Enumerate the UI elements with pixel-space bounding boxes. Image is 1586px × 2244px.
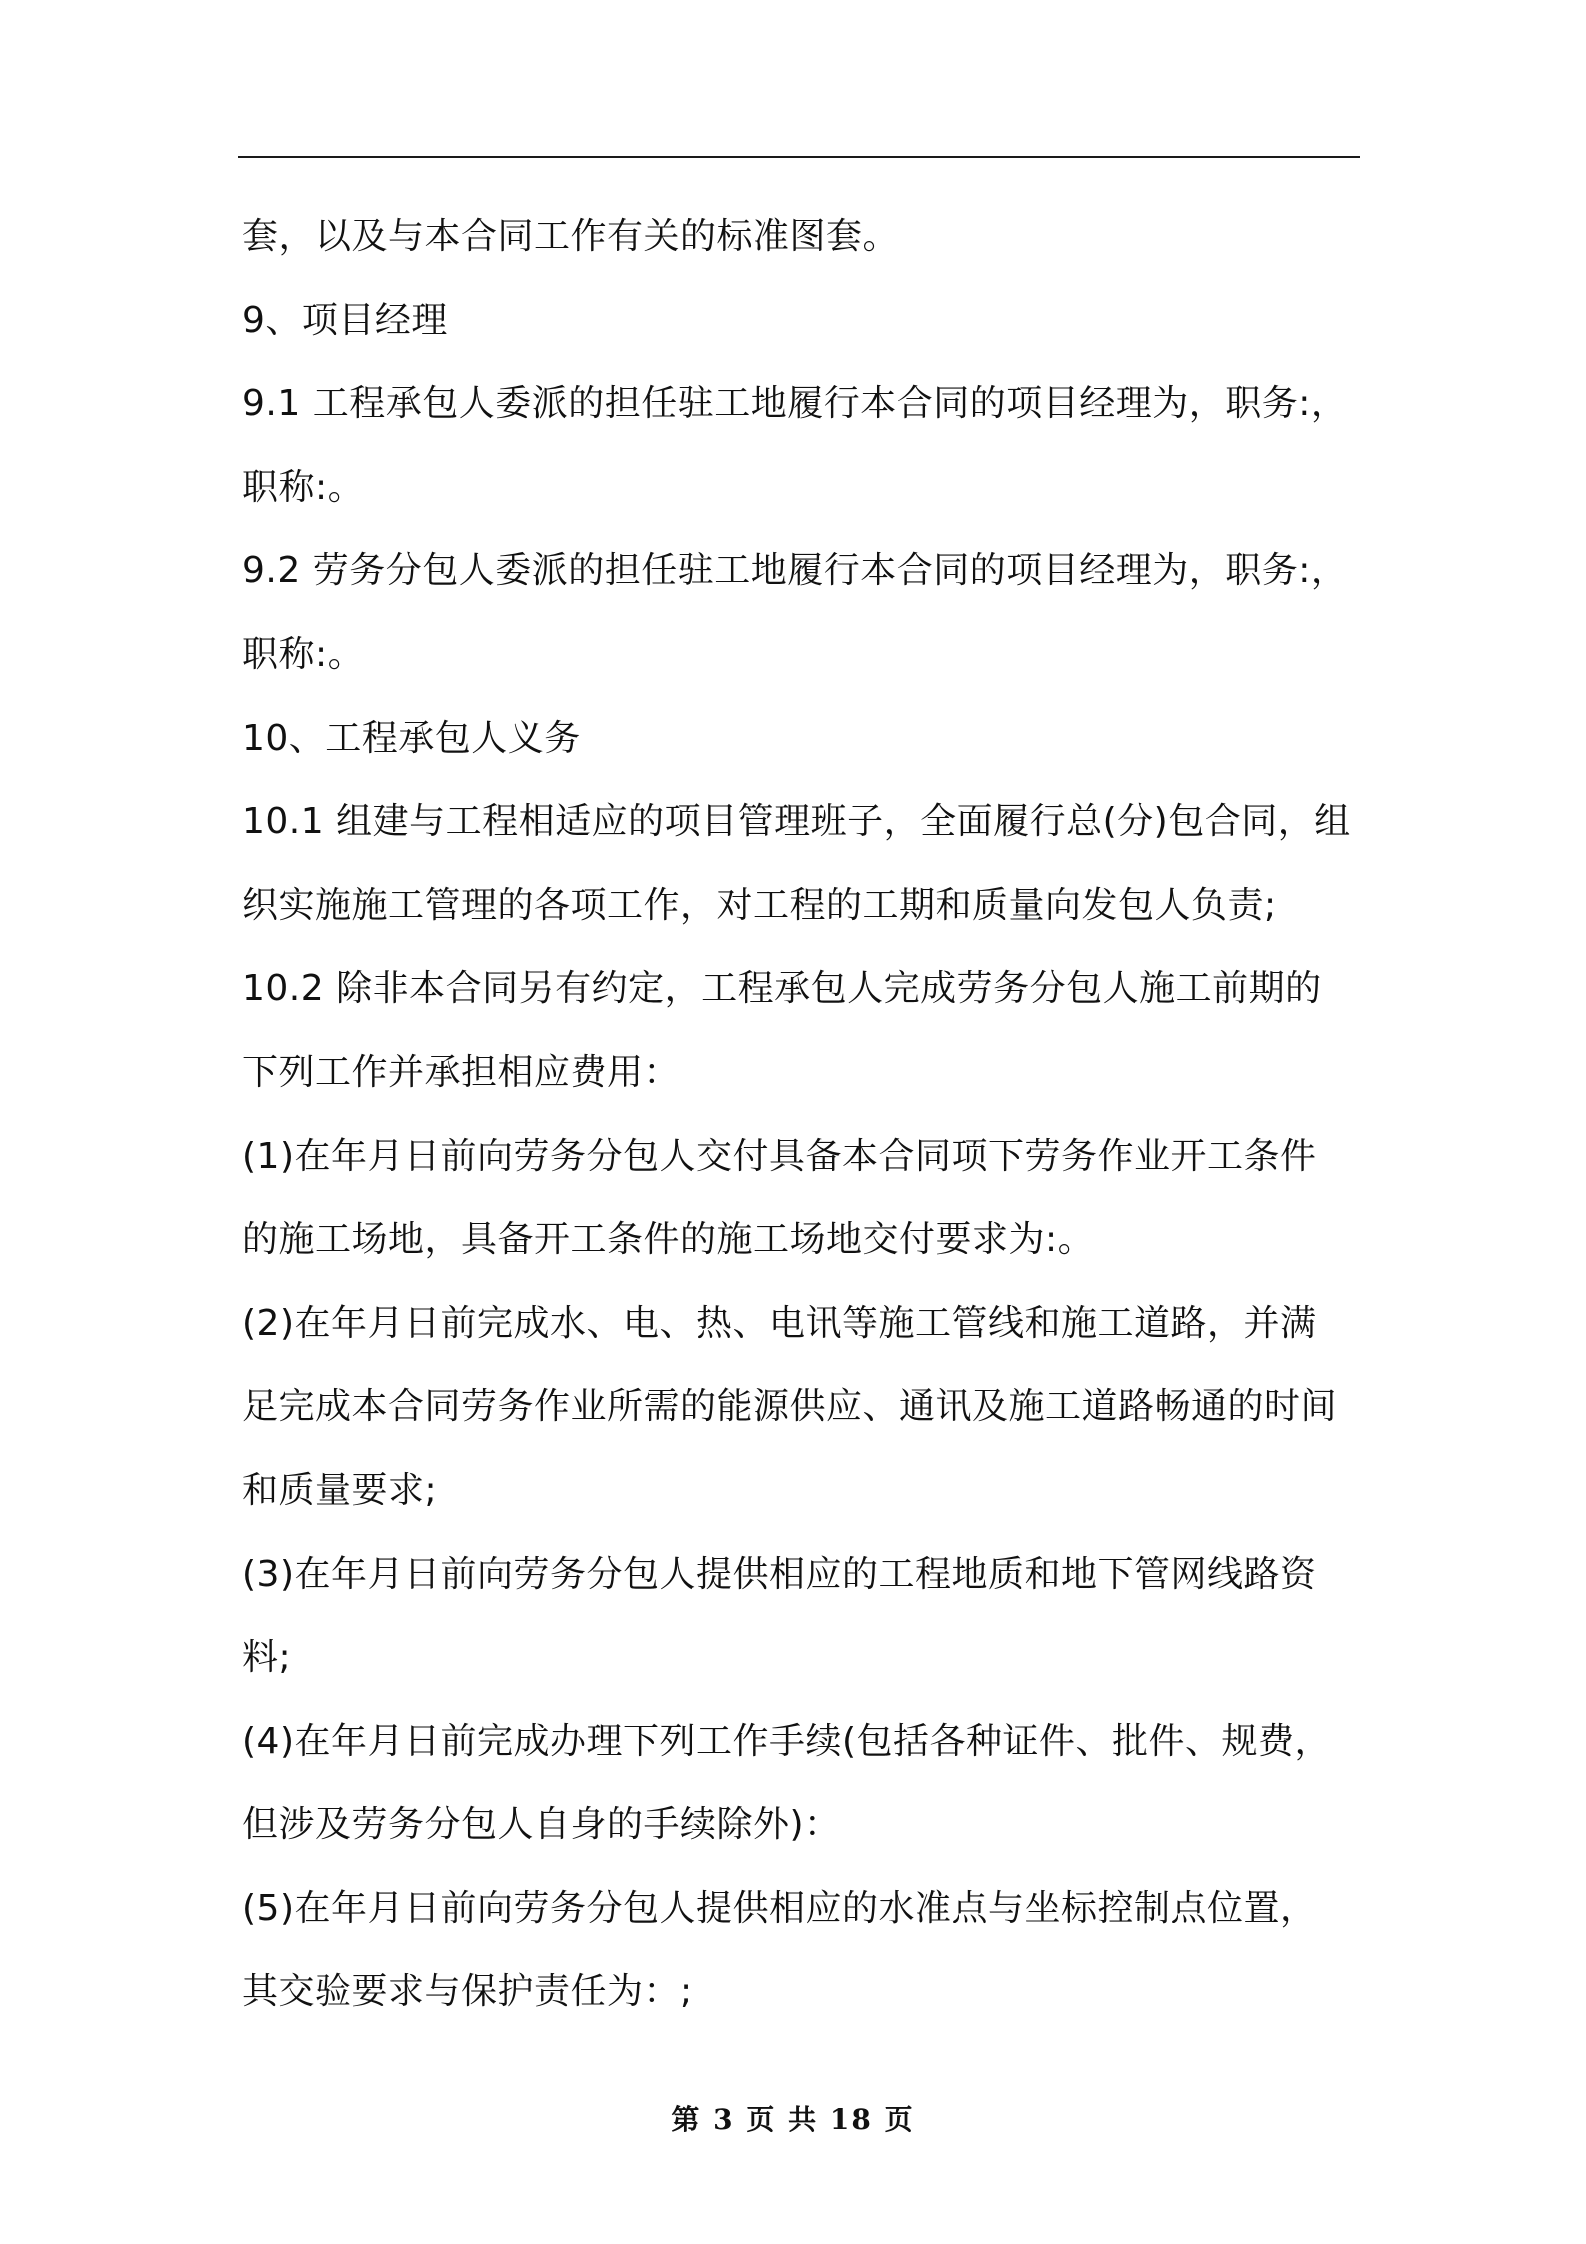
paragraph-line: 职称:。 <box>242 633 365 675</box>
section-heading: 9、项目经理 <box>242 299 448 341</box>
list-item-line: 的施工场地，具备开工条件的施工场地交付要求为:。 <box>242 1219 1095 1261</box>
paragraph-line: 10.2 除非本合同另有约定，工程承包人完成劳务分包人施工前期的 <box>242 968 1322 1010</box>
document-body <box>242 195 1360 2034</box>
header-rule <box>238 156 1360 158</box>
list-item-line: 和质量要求; <box>242 1469 438 1511</box>
paragraph-line: 职称:。 <box>242 466 365 508</box>
section-heading: 10、工程承包人义务 <box>242 717 581 759</box>
list-item-line: 料; <box>242 1637 292 1679</box>
paragraph-line: 9.2 劳务分包人委派的担任驻工地履行本合同的项目经理为，职务:， <box>242 550 1348 592</box>
list-item-line: 但涉及劳务分包人自身的手续除外)： <box>242 1804 841 1846</box>
list-item-line: 其交验要求与保护责任为：; <box>242 1971 693 2013</box>
paragraph-line: 织实施施工管理的各项工作，对工程的工期和质量向发包人负责; <box>242 884 1277 926</box>
list-item-line: (2)在年月日前完成水、电、热、电讯等施工管线和施工道路，并满 <box>242 1302 1317 1344</box>
paragraph-line: 9.1 工程承包人委派的担任驻工地履行本合同的项目经理为，职务:， <box>242 383 1348 425</box>
list-item-line: (3)在年月日前向劳务分包人提供相应的工程地质和地下管网线路资 <box>242 1553 1317 1595</box>
list-item-line: 足完成本合同劳务作业所需的能源供应、通讯及施工道路畅通的时间 <box>242 1386 1338 1428</box>
paragraph-line: 10.1 组建与工程相适应的项目管理班子，全面履行总(分)包合同，组 <box>242 801 1351 843</box>
paragraph-line: 套，以及与本合同工作有关的标准图套。 <box>242 216 900 257</box>
list-item-line: (4)在年月日前完成办理下列工作手续(包括各种证件、批件、规费， <box>242 1720 1332 1762</box>
list-item-line: (1)在年月日前向劳务分包人交付具备本合同项下劳务作业开工条件 <box>242 1135 1317 1177</box>
page-number-footer: 第 3 页 共 18 页 <box>671 2103 915 2136</box>
paragraph-line: 下列工作并承担相应费用： <box>242 1051 681 1093</box>
list-item-line: (5)在年月日前向劳务分包人提供相应的水准点与坐标控制点位置， <box>242 1887 1317 1929</box>
